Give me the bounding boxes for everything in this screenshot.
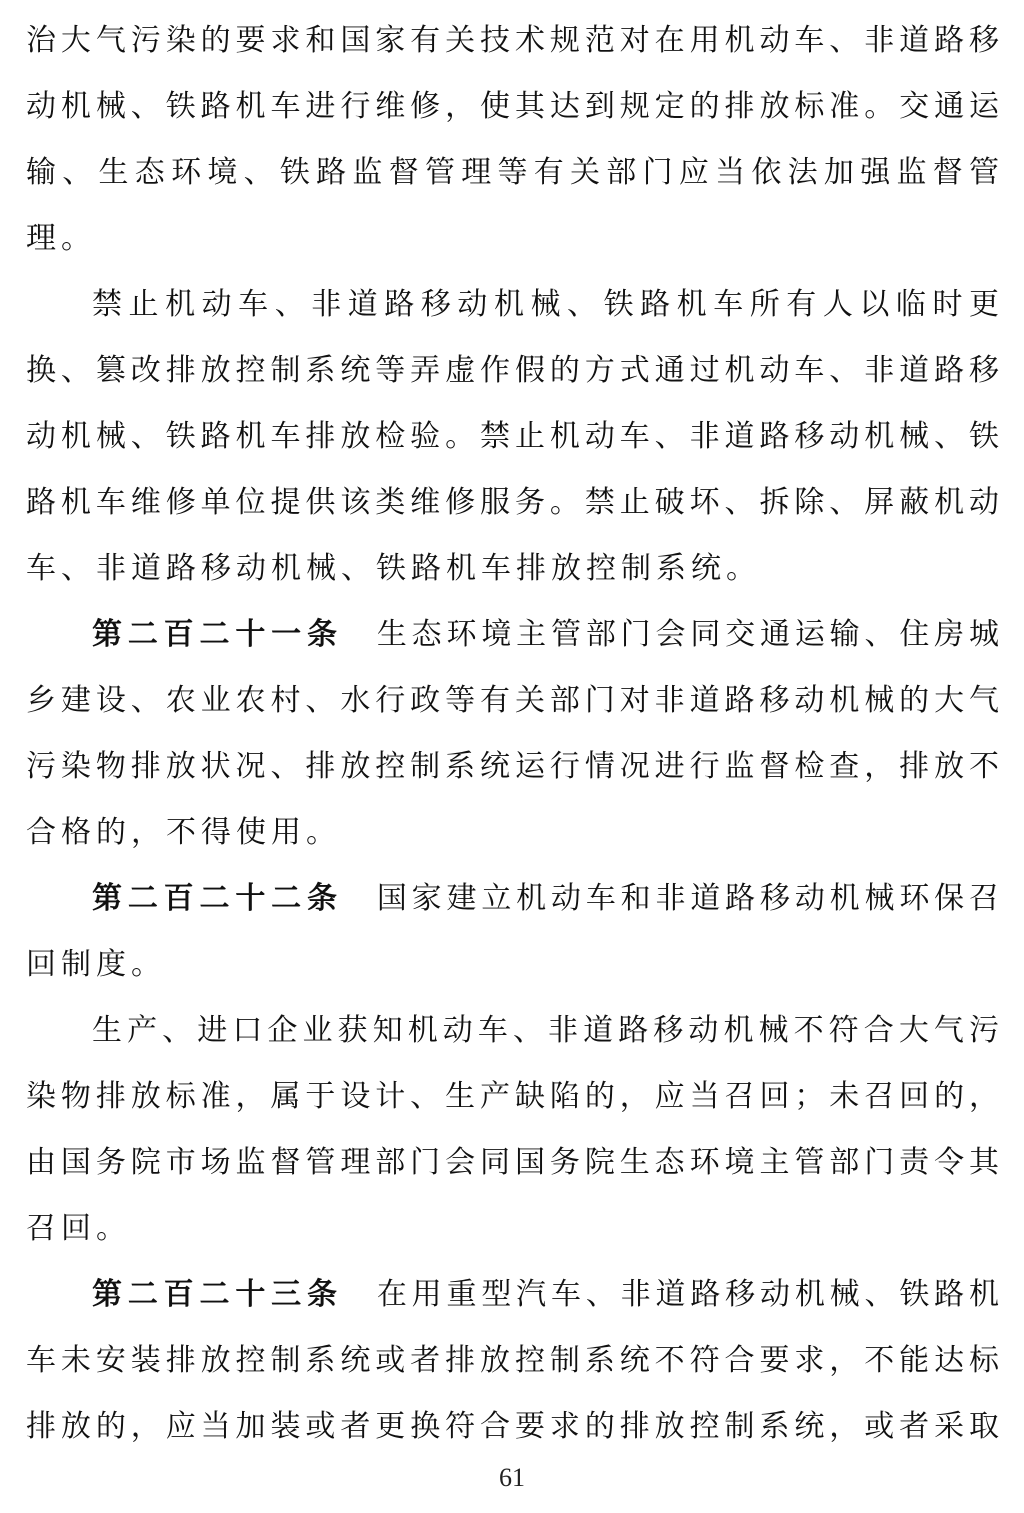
text-line: 乡建设、农业农村、水行政等有关部门对非道路移动机械的大气 [26, 683, 1000, 718]
text-line: 理。 [26, 221, 96, 256]
document-page [26, 8, 1000, 1460]
page-number: 61 [499, 1463, 525, 1492]
text-line: 生产、进口企业获知机动车、非道路移动机械不符合大气污 [92, 1013, 1000, 1048]
text-line: 由国务院市场监督管理部门会同国务院生态环境主管部门责令其 [26, 1145, 1000, 1180]
article-text: 在用重型汽车、非道路移动机械、铁路机 [376, 1277, 1001, 1312]
text-line: 回制度。 [26, 947, 166, 982]
text-line: 合格的，不得使用。 [26, 815, 341, 850]
text-line: 排放的，应当加装或者更换符合要求的排放控制系统，或者采取 [26, 1409, 1000, 1444]
text-line: 治大气污染的要求和国家有关技术规范对在用机动车、非道路移 [26, 23, 1000, 58]
text-line: 污染物排放状况、排放控制系统运行情况进行监督检查，排放不 [26, 749, 1000, 784]
text-line: 禁止机动车、非道路移动机械、铁路机车所有人以临时更 [92, 287, 1000, 322]
text-line: 路机车维修单位提供该类维修服务。禁止破坏、拆除、屏蔽机动 [26, 485, 1000, 520]
text-line: 车未安装排放控制系统或者排放控制系统不符合要求，不能达标 [26, 1343, 1000, 1378]
text-line: 动机械、铁路机车排放检验。禁止机动车、非道路移动机械、铁 [26, 419, 1000, 454]
text-line: 召回。 [26, 1211, 131, 1246]
article-223-line [26, 1262, 1000, 1328]
text-line: 动机械、铁路机车进行维修，使其达到规定的排放标准。交通运 [26, 89, 1000, 124]
text-line: 染物排放标准，属于设计、生产缺陷的，应当召回；未召回的， [26, 1079, 1000, 1114]
article-text: 生态环境主管部门会同交通运输、住房城 [376, 617, 1001, 652]
article-title-223: 第二百二十三条 [92, 1277, 343, 1312]
article-222-line [26, 866, 1000, 932]
article-221-line [26, 602, 1000, 668]
text-line: 输、生态环境、铁路监督管理等有关部门应当依法加强监督管 [26, 155, 1000, 190]
text-line: 换、篡改排放控制系统等弄虚作假的方式通过机动车、非道路移 [26, 353, 1000, 388]
text-line: 车、非道路移动机械、铁路机车排放控制系统。 [26, 551, 761, 586]
article-text: 国家建立机动车和非道路移动机械环保召 [376, 881, 1001, 916]
article-title-221: 第二百二十一条 [92, 617, 343, 652]
article-title-222: 第二百二十二条 [92, 881, 343, 916]
